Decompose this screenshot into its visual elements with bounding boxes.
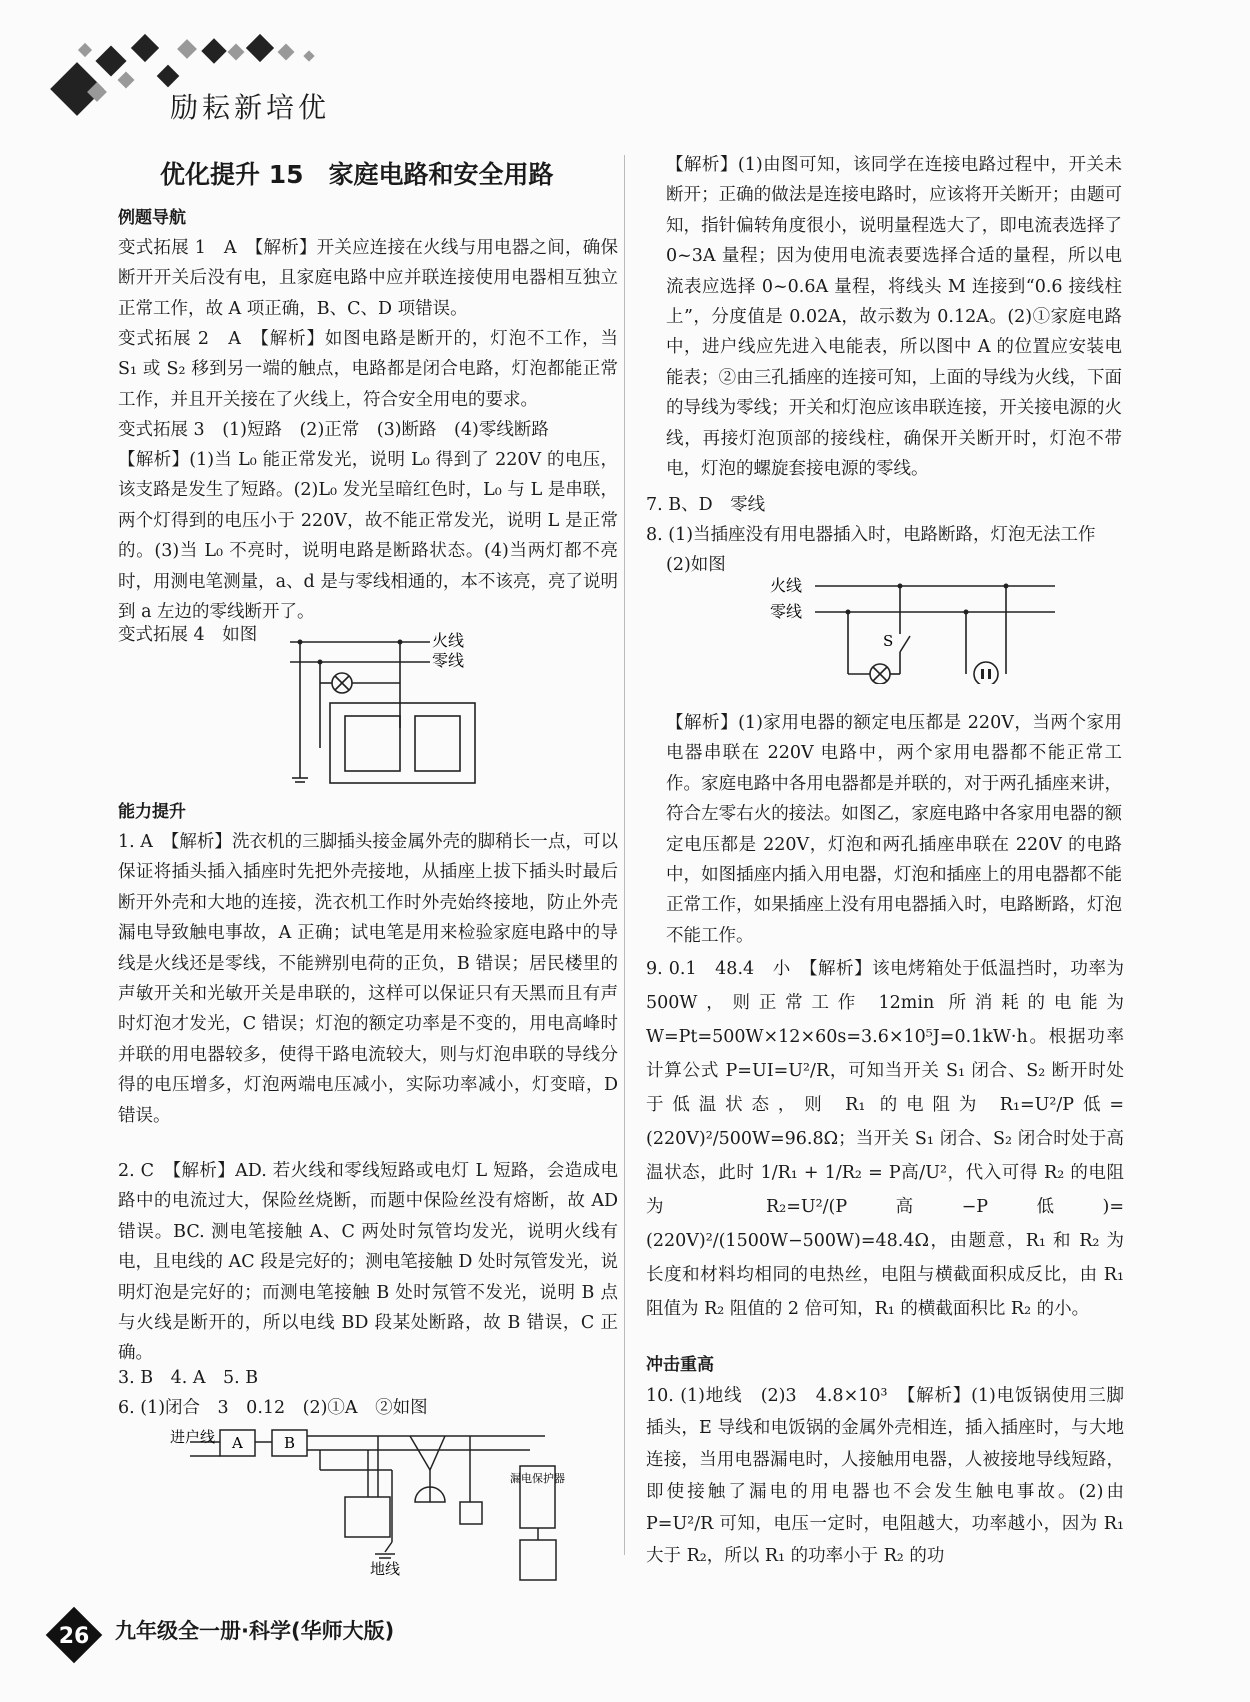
paragraph: 变式拓展 2 A 【解析】如图电路是断开的，灯泡不工作，当 S₁ 或 S₂ 移到另一端的触点，电路都是闭合电路，灯泡都能正常工作，并且开关接在了火线上，符合安全用电的要求。 <box>118 329 618 410</box>
fig2-rcd-label: 漏电保护器 <box>510 1472 565 1485</box>
circuit-figure-3 <box>770 574 1060 684</box>
section-heading: 冲击重高 <box>646 1355 714 1375</box>
paragraph: 变式拓展 4 如图 <box>118 625 258 645</box>
section-heading: 能力提升 <box>118 802 186 822</box>
fig1-live-label: 火线 <box>432 631 465 650</box>
book-title: 九年级全一册·科学(华师大版) <box>115 1619 395 1643</box>
paragraph: 3. B 4. A 5. B <box>118 1368 259 1388</box>
page-number: 26 <box>58 1624 90 1649</box>
circuit-figure-2 <box>170 1422 570 1590</box>
column-divider <box>624 155 625 1555</box>
page-number-badge <box>44 1605 104 1665</box>
fig2-ground-label: 地线 <box>370 1560 401 1578</box>
paragraph: 变式拓展 3 (1)短路 (2)正常 (3)断路 (4)零线断路 <box>118 420 549 440</box>
paragraph: 8. (1)当插座没有用电器插入时，电路断路，灯泡无法工作 <box>646 525 1096 545</box>
page-title: 优化提升 15 家庭电路和安全用路 <box>160 160 554 189</box>
paragraph: 2. C 【解析】AD. 若火线和零线短路或电灯 L 短路，会造成电路中的电流过大，保险丝烧断，而题中保险丝没有熔断，故 AD 错误。BC. 测电笔接触 A、C 两处时氖管均发光，说明火线有电，且电线的 AC 段是完好的；测电笔接触 D 处时氖管发光，说明灯泡是完好的；而测电笔接触 B 处时氖管不发光，说明 B 点与火线是断开的，所以电线 BD 段某处断路，故 B 错误，C 正确。 <box>118 1161 618 1364</box>
paragraph: 【解析】(1)当 L₀ 能正常发光，说明 L₀ 得到了 220V 的电压，该支路是发生了短路。(2)L₀ 发光呈暗红色时，L₀ 与 L 是串联，两个灯得到的电压小于 220V，故不能正常发光，说明 L 是正常的。(3)当 L₀ 不亮时，说明电路是断路状态。(4)当两灯都不亮时，用测电笔测量，a、d 是与零线相通的，本不该亮，亮了说明到 a 左边的零线断开了。 <box>118 450 618 623</box>
circuit-figure-1 <box>290 628 490 788</box>
fig3-switch-label: S <box>883 632 894 650</box>
fig3-neutral-label: 零线 <box>770 602 803 621</box>
paragraph: 【解析】(1)家用电器的额定电压都是 220V，当两个家用电器串联在 220V 电路中，两个家用电器都不能正常工作。家庭电路中各用电器都是并联的，对于两孔插座来讲，符合左零右火的接法。如图乙，家庭电路中各家用电器的额定电压都是 220V，灯泡和两孔插座串联在 220V 的电路中，如图插座内插入用电器，灯泡和插座上的用电器都不能正常工作，如果插座上没有用电器插入时，电路断路，灯泡不能工作。 <box>666 713 1122 946</box>
fig1-neutral-label: 零线 <box>432 651 465 670</box>
paragraph: 9. 0.1 48.4 小 【解析】该电烤箱处于低温挡时，功率为 500W，则正常工作 12min 所消耗的电能为 W=Pt=500W×12×60s=3.6×10⁵J=0.1kW·h。根据功率计算公式 P=UI=U²/R，可知当开关 S₁ 闭合、S₂ 断开时处于低温状态，则 R₁ 的电阻为 R₁=U²/P低=(220V)²/500W=96.8Ω；当开关 S₁ 闭合、S₂ 闭合时处于高温状态，此时 1/R₁ + 1/R₂ = P高/U²，代入可得 R₂ 的电阻为 R₂=U²/(P高−P低)=(220V)²/(1500W−500W)=48.4Ω，由题意，R₁ 和 R₂ 为长度和材料均相同的电热丝，电阻与横截面积成反比，由 R₁ 阻值为 R₂ 阻值的 2 倍可知，R₁ 的横截面积比 R₂ 的小。 <box>646 959 1124 1319</box>
paragraph: (2)如图 <box>666 555 726 575</box>
fig2-b-label: B <box>284 1434 296 1452</box>
fig2-inlet-label: 进户线 <box>170 1428 216 1446</box>
section-heading: 例题导航 <box>118 208 186 228</box>
paragraph: 【解析】(1)由图可知，该同学在连接电路过程中，开关未断开；正确的做法是连接电路时，应该将开关断开；由题可知，指针偏转角度很小，说明量程选大了，即电流表选择了 0~3A 量程；因为使用电流表要选择合适的量程，所以电流表应选择 0~0.6A 量程，将线头 M 连接到“0.6 接线柱上”，分度值是 0.02A，故示数为 0.12A。(2)①家庭电路中，进户线应先进入电能表，所以图中 A 的位置应安装电能表；②由三孔插座的连接可知，上面的导线为火线，下面的导线为零线；开关和灯泡应该串联连接，开关接电源的火线，再接灯泡顶部的接线柱，确保开关断开时，灯泡不带电，灯泡的螺旋套接电源的零线。 <box>666 155 1122 480</box>
paragraph: 6. (1)闭合 3 0.12 (2)①A ②如图 <box>118 1398 428 1418</box>
fig2-a-label: A <box>232 1434 243 1452</box>
header-brand: 励耘新培优 <box>170 91 331 124</box>
paragraph: 变式拓展 1 A 【解析】开关应连接在火线与用电器之间，确保断开开关后没有电，且家庭电路中应并联连接使用电器相互独立正常工作，故 A 项正确，B、C、D 项错误。 <box>118 238 618 319</box>
fig3-live-label: 火线 <box>770 576 803 595</box>
paragraph: 1. A 【解析】洗衣机的三脚插头接金属外壳的脚稍长一点，可以保证将插头插入插座时先把外壳接地，从插座上拔下插头时最后断开外壳和大地的连接，洗衣机工作时外壳始终接地，防止外壳漏电导致触电事故，A 正确；试电笔是用来检验家庭电路中的导线是火线还是零线，不能辨别电荷的正负，B 错误；居民楼里的声敏开关和光敏开关是串联的，这样可以保证只有天黑而且有声时灯泡才发光，C 错误；灯泡的额定功率是不变的，用电高峰时并联的用电器较多，使得干路电流较大，则与灯泡串联的导线分得的电压增多，灯泡两端电压减小，实际功率减小，灯变暗，D 错误。 <box>118 832 618 1126</box>
paragraph: 7. B、D 零线 <box>646 495 766 515</box>
paragraph: 10. (1)地线 (2)3 4.8×10³ 【解析】(1)电饭锅使用三脚插头，E 导线和电饭锅的金属外壳相连，插入插座时，与大地连接，当用电器漏电时，人接触用电器，人被接地导线短路，即使接触了漏电的用电器也不会发生触电事故。(2)由 P=U²/R 可知，电压一定时，电阻越大，功率越小，因为 R₁ 大于 R₂，所以 R₁ 的功率小于 R₂ 的功 <box>646 1386 1124 1566</box>
